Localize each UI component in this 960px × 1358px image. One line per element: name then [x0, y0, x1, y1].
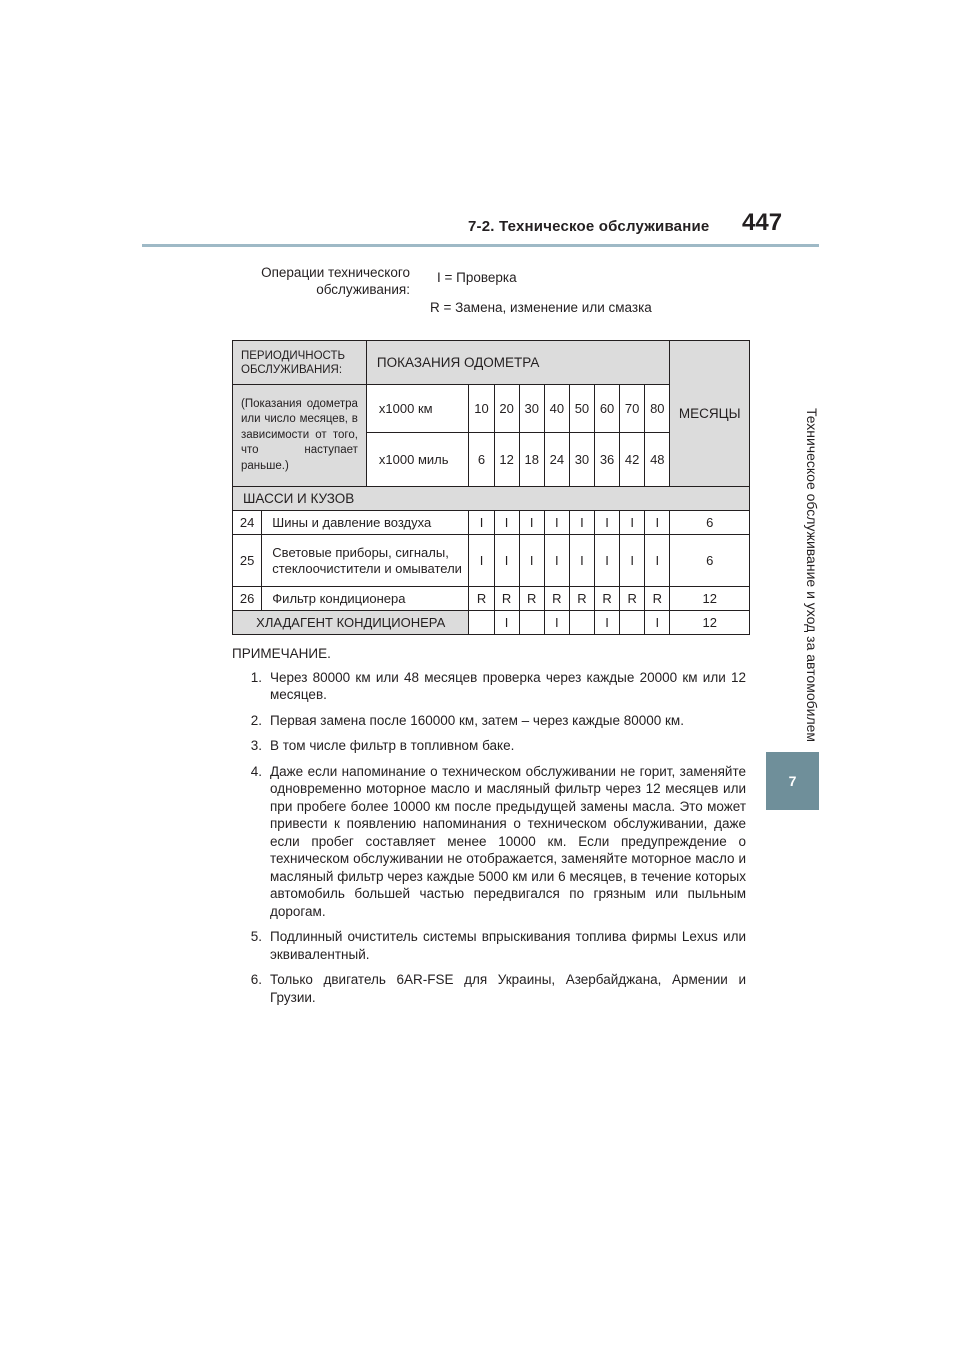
- row-cell: I: [469, 535, 494, 587]
- row-cell: I: [544, 535, 569, 587]
- mile-value: 6: [469, 433, 494, 487]
- months-header: МЕСЯЦЫ: [670, 341, 750, 487]
- row-cell: I: [519, 535, 544, 587]
- mile-value: 24: [544, 433, 569, 487]
- row-name: Шины и давление воздуха: [262, 511, 469, 535]
- row-cell: I: [494, 535, 519, 587]
- note-number: 4.: [250, 763, 262, 779]
- km-value: 40: [544, 385, 569, 433]
- row-cell: I: [469, 511, 494, 535]
- note-number: 2.: [250, 712, 262, 728]
- mile-unit: x1000 миль: [366, 433, 469, 487]
- row-cell: I: [544, 611, 569, 635]
- list-item: [232, 669, 746, 704]
- row-cell: R: [519, 587, 544, 611]
- row-months: 12: [670, 587, 750, 611]
- row-number: 25: [233, 535, 262, 587]
- section-title: 7-2. Техническое обслуживание: [468, 218, 710, 235]
- km-value: 10: [469, 385, 494, 433]
- section-chassis-body: ШАССИ И КУЗОВ: [233, 487, 750, 511]
- list-item: [232, 763, 746, 921]
- row-months: 6: [670, 511, 750, 535]
- list-item: [232, 712, 746, 730]
- row-cell: I: [595, 535, 620, 587]
- list-item: [232, 737, 746, 755]
- note-text: В том числе фильтр в топливном баке.: [270, 738, 515, 753]
- km-value: 50: [569, 385, 594, 433]
- note-number: 5.: [250, 929, 262, 944]
- row-number: 24: [233, 511, 262, 535]
- notes-section: [232, 645, 746, 1014]
- row-cell: I: [519, 511, 544, 535]
- period-header: ПЕРИОДИЧНОСТЬ ОБСЛУЖИВАНИЯ:: [233, 341, 367, 385]
- row-name: Световые приборы, сигналы, стеклоочистители и омыватели: [262, 535, 469, 587]
- note-number: 3.: [250, 738, 262, 753]
- row-cell: R: [569, 587, 594, 611]
- row-cell: R: [469, 587, 494, 611]
- chapter-tab: 7: [766, 752, 819, 810]
- note-number: 6.: [250, 972, 262, 987]
- km-value: 60: [595, 385, 620, 433]
- row-cell: I: [645, 611, 670, 635]
- row-cell: I: [620, 535, 645, 587]
- note-text: Через 80000 км или 48 месяцев проверка через каждые 20000 км или 12 месяцев.: [270, 669, 746, 702]
- row-cell: I: [645, 511, 670, 535]
- note-number: 1.: [250, 669, 262, 685]
- row-cell: R: [544, 587, 569, 611]
- row-cell: [569, 611, 594, 635]
- mile-value: 18: [519, 433, 544, 487]
- row-cell: I: [544, 511, 569, 535]
- km-unit: x1000 км: [366, 385, 469, 433]
- list-item: [232, 971, 746, 1006]
- km-value: 80: [645, 385, 670, 433]
- table-row: [233, 535, 750, 587]
- list-item: [232, 928, 746, 963]
- row-cell: I: [569, 511, 594, 535]
- row-number: 26: [233, 587, 262, 611]
- row-cell: R: [620, 587, 645, 611]
- row-months: 6: [670, 535, 750, 587]
- note-text: Подлинный очиститель системы впрыскивания топлива фирмы Lexus или эквивалентный.: [270, 929, 746, 962]
- row-cell: R: [645, 587, 670, 611]
- legend-replace: R = Замена, изменение или смазка: [430, 300, 652, 315]
- row-cell: [519, 611, 544, 635]
- row-name: Фильтр кондиционера: [262, 587, 469, 611]
- page-number: 447: [742, 209, 783, 236]
- mile-value: 36: [595, 433, 620, 487]
- notes-title: ПРИМЕЧАНИЕ.: [232, 646, 331, 661]
- mile-value: 12: [494, 433, 519, 487]
- side-chapter-title: Техническое обслуживание и уход за автомобилем: [804, 408, 820, 743]
- km-value: 20: [494, 385, 519, 433]
- row-months: 12: [670, 611, 750, 635]
- row-cell: I: [595, 611, 620, 635]
- row-cell: [469, 611, 494, 635]
- km-value: 70: [620, 385, 645, 433]
- odometer-header: ПОКАЗАНИЯ ОДОМЕТРА: [366, 341, 670, 385]
- legend-inspect: I = Проверка: [437, 270, 517, 285]
- maintenance-table: [232, 340, 750, 635]
- note-text: Первая замена после 160000 км, затем – через каждые 80000 км.: [270, 712, 684, 728]
- row-cell: I: [595, 511, 620, 535]
- row-cell: I: [494, 611, 519, 635]
- row-cell: I: [569, 535, 594, 587]
- refrigerant-name: ХЛАДАГЕНТ КОНДИЦИОНЕРА: [233, 611, 469, 635]
- mile-value: 42: [620, 433, 645, 487]
- row-cell: R: [494, 587, 519, 611]
- km-value: 30: [519, 385, 544, 433]
- row-cell: I: [645, 535, 670, 587]
- row-cell: R: [595, 587, 620, 611]
- period-note: (Показания одометра или число месяцев, в зависимости от того, что наступает раньше.): [233, 385, 367, 487]
- legend-operations-label: Операции технического обслуживания:: [261, 265, 410, 297]
- row-cell: [620, 611, 645, 635]
- table-row: [233, 611, 750, 635]
- table-row: [233, 587, 750, 611]
- mile-value: 48: [645, 433, 670, 487]
- note-text: Только двигатель 6AR-FSE для Украины, Азербайджана, Армении и Грузии.: [270, 972, 746, 1005]
- note-text: Даже если напоминание о техническом обслуживании не горит, заменяйте одновременно моторное масло и масляный фильтр через 12 месяцев или при пробеге более 10000 км после предыдущей замены масла. Это может привести к появлению напоминания о техническом обслуживании, даже если пробег составляет менее 10000 км. Если предупреждение о техническом обслуживании не отображается, заменяйте моторное масло и масляный фильтр через каждые 5000 км или 6 месяцев, в течение которых автомобиль большей частью передвигался по грязным или пыльным дорогам.: [270, 763, 746, 919]
- row-cell: I: [620, 511, 645, 535]
- mile-value: 30: [569, 433, 594, 487]
- header-divider: [142, 244, 819, 247]
- table-row: [233, 511, 750, 535]
- row-cell: I: [494, 511, 519, 535]
